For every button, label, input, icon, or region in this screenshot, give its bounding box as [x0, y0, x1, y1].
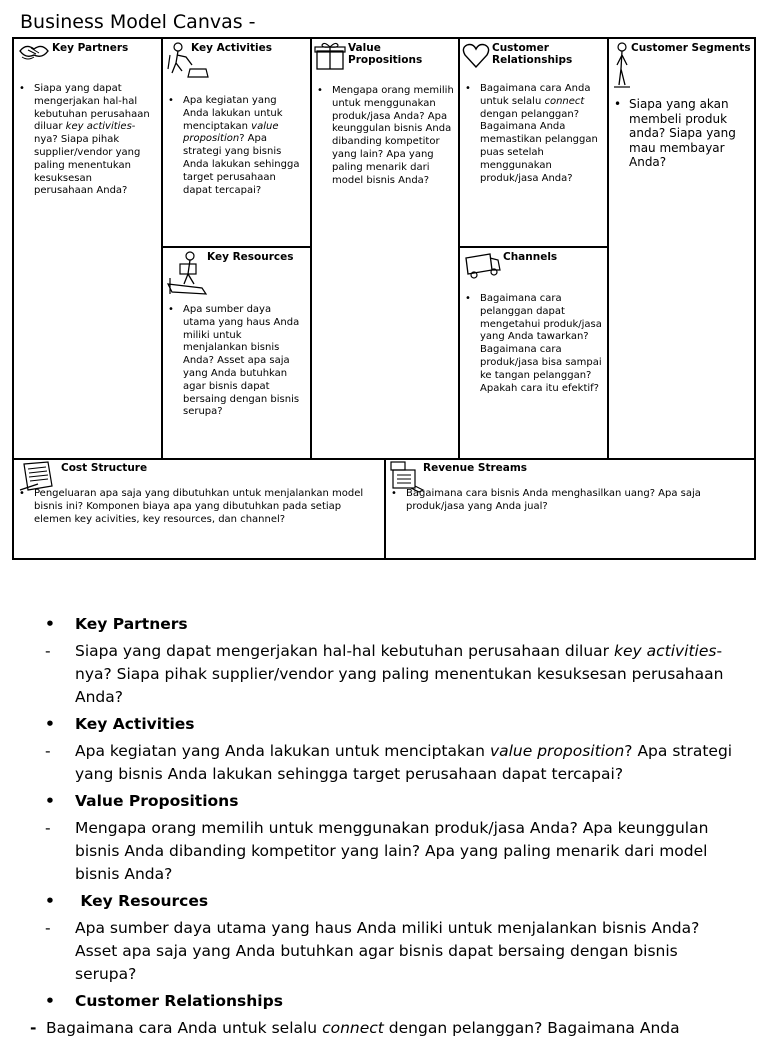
list-item: • Bagaimana cara bisnis Anda menghasilkan uang? Apa saja produk/jasa yang Anda jual? — [406, 488, 748, 514]
note-text: Bagaimana cara Anda untuk selalu connect dengan pelanggan? Bagaimana Anda — [46, 1019, 680, 1037]
cell-title: Key Activities — [191, 42, 272, 54]
gift-icon — [314, 41, 346, 71]
cell-title: Customer Segments — [631, 42, 751, 54]
bullet: • — [45, 715, 55, 733]
key-resources-cell — [163, 248, 310, 458]
bullet: • — [45, 992, 55, 1010]
cell-text — [34, 83, 152, 198]
dash: - — [30, 1019, 37, 1037]
dash: - — [45, 642, 51, 660]
cell-text — [406, 488, 748, 514]
cell-text — [183, 304, 305, 419]
note-heading: Key Resources — [75, 892, 209, 910]
bullet: • — [45, 892, 55, 910]
list-item: • Apa sumber daya utama yang haus Anda miliki untuk menjalankan bisnis Anda? Asset apa saja yang Anda butuhkan agar bisnis dapat bersaing dengan bisnis serupa? — [183, 304, 305, 419]
cell-title: Key Partners — [52, 42, 129, 54]
heart-icon — [462, 43, 490, 69]
list-item: • Mengapa orang memilih untuk menggunakan produk/jasa Anda? Apa keunggulan bisnis Anda dibanding kompetitor yang lain? Apa yang paling menarik dari model bisnis Anda? — [332, 85, 454, 187]
dash: - — [45, 919, 51, 937]
list-item — [45, 817, 735, 886]
revenue-streams-cell — [386, 460, 754, 560]
cell-title: Channels — [503, 251, 558, 263]
notes-list — [30, 613, 735, 1040]
cell-text — [480, 83, 604, 185]
list-item — [45, 613, 735, 636]
list-item — [45, 917, 735, 986]
person-icon — [613, 41, 631, 89]
list-item — [30, 1017, 735, 1040]
note-text: Apa sumber daya utama yang haus Anda miliki untuk menjalankan bisnis Anda? Asset apa saja yang Anda butuhkan agar bisnis dapat bersaing dengan bisnis serupa? — [75, 919, 700, 983]
cost-structure-cell — [14, 460, 384, 560]
customer-relationships-cell — [460, 39, 607, 246]
list-item — [45, 713, 735, 736]
note-heading: Customer Relationships — [75, 992, 283, 1010]
cell-title: Revenue Streams — [423, 462, 528, 474]
cell-title: Cost Structure — [61, 462, 148, 474]
note-heading: Key Partners — [75, 615, 188, 633]
truck-icon — [464, 250, 502, 280]
dash: - — [45, 819, 51, 837]
customer-segments-cell — [609, 39, 754, 458]
list-item: • Bagaimana cara Anda untuk selalu connect dengan pelanggan? Bagaimana Anda memastikan pelanggan puas setelah menggunakan produk/jasa Anda? — [480, 83, 604, 185]
cell-text — [629, 97, 749, 170]
worker-with-boxes-icon — [166, 250, 210, 298]
cell-title: Value Propositions — [348, 42, 423, 66]
note-text: Siapa yang dapat mengerjakan hal-hal kebutuhan perusahaan diluar key activities-nya? Siapa pihak supplier/vendor yang paling menentukan kesuksesan perusahaan Anda? — [75, 642, 724, 706]
list-item — [45, 890, 735, 913]
list-item — [45, 740, 735, 786]
note-heading: Value Propositions — [75, 792, 239, 810]
bullet: • — [45, 615, 55, 633]
dash: - — [45, 742, 51, 760]
page-title: Business Model Canvas - — [20, 11, 256, 33]
cell-text — [34, 488, 379, 526]
note-text: Mengapa orang memilih untuk menggunakan produk/jasa Anda? Apa keunggulan bisnis Anda dibanding kompetitor yang lain? Apa yang paling menarik dari model bisnis Anda? — [75, 819, 709, 883]
cell-text — [332, 85, 454, 187]
business-model-canvas — [12, 37, 756, 560]
cell-title: Key Resources — [207, 251, 294, 263]
list-item — [45, 790, 735, 813]
bullet: • — [45, 792, 55, 810]
list-item: • Pengeluaran apa saja yang dibutuhkan untuk menjalankan model bisnis ini? Komponen biaya apa yang dibutuhkan pada setiap elemen key acivities, key resources, dan channel? — [34, 488, 379, 526]
list-item: • Apa kegiatan yang Anda lakukan untuk menciptakan value proposition? Apa strategi yang bisnis Anda lakukan sehingga target perusahaan dapat tercapai? — [183, 95, 305, 197]
handshake-icon — [18, 41, 50, 63]
note-text: Apa kegiatan yang Anda lakukan untuk menciptakan value proposition? Apa strategi yang bisnis Anda lakukan sehingga target perusahaan dapat tercapai? — [75, 742, 733, 783]
cell-title: Customer Relationships — [492, 42, 573, 66]
list-item: • Siapa yang dapat mengerjakan hal-hal kebutuhan perusahaan diluar key activities-nya? Siapa pihak supplier/vendor yang paling menentukan kesuksesan perusahaan Anda? — [34, 83, 152, 198]
cell-text — [183, 95, 305, 197]
channels-cell — [460, 248, 607, 458]
key-activities-cell — [163, 39, 310, 246]
list-item: • Siapa yang akan membeli produk anda? Siapa yang mau membayar Anda? — [629, 97, 749, 170]
list-item — [45, 990, 735, 1013]
list-item — [45, 640, 735, 709]
key-partners-cell — [14, 39, 161, 458]
note-heading: Key Activities — [75, 715, 195, 733]
cell-text — [480, 293, 602, 395]
list-item: • Bagaimana cara pelanggan dapat mengetahui produk/jasa yang Anda tawarkan? Bagaimana cara produk/jasa bisa sampai ke tangan pelanggan? Apakah cara itu efektif? — [480, 293, 602, 395]
value-propositions-cell — [312, 39, 458, 458]
